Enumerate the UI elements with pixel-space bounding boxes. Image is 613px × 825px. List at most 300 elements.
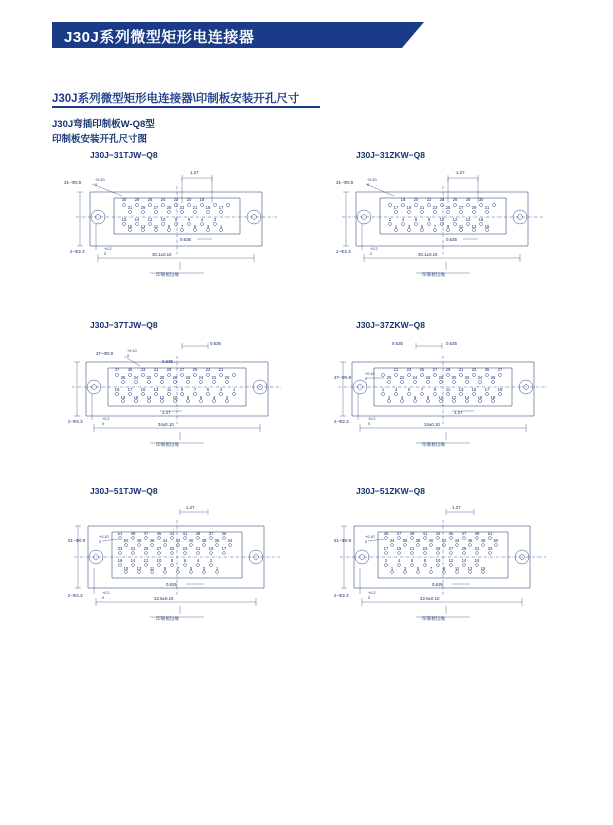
- svg-text:19: 19: [205, 205, 211, 210]
- svg-text:41: 41: [422, 531, 428, 536]
- svg-text:30: 30: [478, 197, 484, 202]
- svg-text:1: 1: [390, 566, 394, 571]
- svg-text:21: 21: [192, 205, 198, 210]
- svg-text:11: 11: [166, 387, 172, 392]
- svg-text:32.6±0.10: 32.6±0.10: [154, 596, 174, 601]
- svg-text:16: 16: [133, 395, 139, 400]
- figure-drawing: [62, 498, 324, 621]
- figure-label: J30J−37TJW−Q8: [90, 320, 158, 330]
- svg-text:14: 14: [134, 217, 140, 222]
- svg-text:11: 11: [445, 387, 451, 392]
- svg-text:8: 8: [186, 395, 190, 400]
- svg-text:33: 33: [140, 367, 146, 372]
- svg-text:11: 11: [149, 566, 155, 571]
- svg-text:49: 49: [130, 531, 136, 536]
- svg-text:18: 18: [400, 197, 406, 202]
- svg-text:0.635: 0.635: [432, 582, 443, 587]
- svg-text:1.27: 1.27: [190, 170, 199, 175]
- svg-text:9: 9: [433, 387, 437, 392]
- svg-text:4: 4: [400, 395, 404, 400]
- svg-text:27: 27: [153, 205, 159, 210]
- svg-text:18: 18: [120, 395, 126, 400]
- figure-label: J30J−31TJW−Q8: [90, 150, 158, 160]
- svg-text:0.635: 0.635: [392, 341, 403, 346]
- svg-text:6: 6: [183, 558, 187, 563]
- svg-text:印制板边缘: 印制板边缘: [156, 272, 179, 277]
- svg-text:51: 51: [487, 531, 493, 536]
- svg-text:32.6±0.10: 32.6±0.10: [420, 596, 440, 601]
- svg-text:32: 32: [464, 375, 470, 380]
- svg-text:10: 10: [439, 217, 445, 222]
- svg-text:47: 47: [461, 531, 467, 536]
- svg-text:0: 0: [127, 354, 130, 358]
- svg-text:1.27: 1.27: [454, 410, 463, 415]
- svg-text:10: 10: [160, 217, 166, 222]
- svg-text:13: 13: [140, 224, 146, 229]
- svg-text:+0.2: +0.2: [104, 247, 112, 251]
- svg-text:8: 8: [423, 558, 427, 563]
- svg-text:+0.2: +0.2: [368, 591, 376, 595]
- svg-text:33: 33: [471, 367, 477, 372]
- svg-text:+0.10: +0.10: [365, 372, 375, 376]
- svg-text:0: 0: [102, 422, 105, 426]
- svg-text:印制板边缘: 印制板边缘: [156, 616, 179, 621]
- svg-text:25: 25: [166, 205, 172, 210]
- svg-text:2−Φ2.3: 2−Φ2.3: [68, 419, 83, 424]
- svg-text:22: 22: [173, 197, 179, 202]
- svg-text:17: 17: [393, 205, 399, 210]
- svg-text:2: 2: [225, 395, 229, 400]
- svg-text:0: 0: [365, 540, 368, 544]
- svg-text:0: 0: [368, 596, 371, 600]
- svg-text:9: 9: [442, 566, 446, 571]
- figure-31tjw: [62, 150, 324, 280]
- figure-label: J30J−37ZKW−Q8: [356, 320, 425, 330]
- svg-text:25: 25: [192, 367, 198, 372]
- svg-text:43: 43: [169, 531, 175, 536]
- svg-text:2−Φ2.3: 2−Φ2.3: [68, 593, 83, 598]
- svg-text:0: 0: [368, 422, 371, 426]
- svg-text:15: 15: [471, 387, 477, 392]
- svg-text:21: 21: [419, 205, 425, 210]
- svg-text:15: 15: [123, 566, 129, 571]
- svg-text:42: 42: [175, 538, 181, 543]
- svg-text:24: 24: [198, 375, 204, 380]
- svg-text:23: 23: [182, 546, 188, 551]
- svg-text:46: 46: [149, 538, 155, 543]
- svg-text:35: 35: [383, 531, 389, 536]
- svg-text:27: 27: [432, 367, 438, 372]
- svg-text:+0.2: +0.2: [368, 417, 376, 421]
- svg-text:16: 16: [117, 558, 123, 563]
- svg-text:1.27: 1.27: [452, 505, 461, 510]
- svg-text:7: 7: [176, 566, 180, 571]
- figure-drawing: [328, 332, 590, 450]
- svg-text:0.635: 0.635: [446, 237, 457, 242]
- svg-text:51−Φ0.9: 51−Φ0.9: [68, 538, 86, 543]
- svg-text:18: 18: [490, 395, 496, 400]
- svg-text:1: 1: [232, 387, 236, 392]
- svg-text:3: 3: [202, 566, 206, 571]
- svg-text:12: 12: [452, 217, 458, 222]
- svg-text:4: 4: [196, 558, 200, 563]
- svg-text:13: 13: [153, 387, 159, 392]
- svg-text:36: 36: [402, 538, 408, 543]
- svg-text:1: 1: [215, 566, 219, 571]
- svg-text:9: 9: [180, 387, 184, 392]
- svg-text:22: 22: [399, 375, 405, 380]
- svg-text:31: 31: [474, 546, 480, 551]
- svg-text:17: 17: [127, 387, 133, 392]
- svg-text:23: 23: [422, 546, 428, 551]
- svg-text:21: 21: [195, 546, 201, 551]
- svg-text:22: 22: [211, 375, 217, 380]
- svg-text:37: 37: [114, 367, 120, 372]
- svg-text:20: 20: [186, 197, 192, 202]
- svg-text:4: 4: [212, 395, 216, 400]
- figure-51tjw: [62, 486, 324, 626]
- svg-text:43: 43: [435, 531, 441, 536]
- svg-text:+0.10: +0.10: [127, 349, 137, 353]
- svg-text:26: 26: [147, 197, 153, 202]
- svg-text:6: 6: [199, 395, 203, 400]
- svg-text:37−Φ0.9: 37−Φ0.9: [96, 351, 114, 356]
- svg-text:23: 23: [432, 205, 438, 210]
- svg-text:14: 14: [130, 558, 136, 563]
- svg-text:11: 11: [458, 224, 464, 229]
- svg-text:11: 11: [454, 566, 460, 571]
- svg-text:9: 9: [446, 224, 450, 229]
- svg-text:47: 47: [143, 531, 149, 536]
- svg-text:印制板边缘: 印制板边缘: [422, 272, 445, 277]
- svg-text:8: 8: [170, 558, 174, 563]
- svg-text:0.635: 0.635: [180, 237, 191, 242]
- svg-text:40: 40: [428, 538, 434, 543]
- svg-text:12: 12: [451, 395, 457, 400]
- svg-text:33: 33: [487, 546, 493, 551]
- svg-text:1.27: 1.27: [456, 170, 465, 175]
- figure-label: J30J−51ZKW−Q8: [356, 486, 425, 496]
- svg-text:6: 6: [413, 395, 417, 400]
- svg-text:40: 40: [188, 538, 194, 543]
- svg-text:1.27: 1.27: [162, 410, 171, 415]
- svg-text:+0.2: +0.2: [102, 417, 110, 421]
- svg-text:37: 37: [208, 531, 214, 536]
- svg-text:13: 13: [458, 387, 464, 392]
- svg-text:10: 10: [156, 558, 162, 563]
- svg-text:37: 37: [497, 367, 503, 372]
- svg-text:1: 1: [394, 224, 398, 229]
- svg-text:34: 34: [477, 375, 483, 380]
- svg-text:17: 17: [383, 546, 389, 551]
- svg-text:印制板边缘: 印制板边缘: [422, 442, 445, 447]
- svg-text:16: 16: [477, 395, 483, 400]
- svg-text:26: 26: [185, 375, 191, 380]
- banner-tail-arrow: [402, 22, 424, 48]
- svg-text:38: 38: [415, 538, 421, 543]
- svg-text:印制板边缘: 印制板边缘: [156, 442, 179, 447]
- svg-text:16: 16: [121, 217, 127, 222]
- svg-text:7: 7: [180, 224, 184, 229]
- svg-text:+0.10: +0.10: [95, 178, 105, 182]
- svg-text:3: 3: [403, 566, 407, 571]
- svg-text:25: 25: [435, 546, 441, 551]
- svg-text:+0.10: +0.10: [367, 178, 377, 182]
- svg-text:33: 33: [117, 546, 123, 551]
- svg-text:31: 31: [127, 205, 133, 210]
- svg-text:48: 48: [136, 538, 142, 543]
- figure-51zkw: [328, 486, 590, 626]
- svg-text:5: 5: [189, 566, 193, 571]
- svg-text:印制板边缘: 印制板边缘: [422, 616, 445, 621]
- svg-text:19: 19: [406, 205, 412, 210]
- svg-text:17: 17: [218, 205, 224, 210]
- svg-text:2: 2: [384, 558, 388, 563]
- svg-text:34: 34: [133, 375, 139, 380]
- figure-label: J30J−31ZKW−Q8: [356, 150, 425, 160]
- section-subtitle-1: J30J弯插印制板W-Q8型: [52, 119, 155, 130]
- svg-text:44: 44: [454, 538, 460, 543]
- svg-text:27: 27: [156, 546, 162, 551]
- svg-text:4: 4: [401, 217, 405, 222]
- svg-text:+0.2: +0.2: [102, 591, 110, 595]
- svg-text:25: 25: [169, 546, 175, 551]
- svg-text:12: 12: [159, 395, 165, 400]
- svg-text:12: 12: [147, 217, 153, 222]
- svg-text:30: 30: [121, 197, 127, 202]
- svg-text:9: 9: [167, 224, 171, 229]
- svg-text:0.635: 0.635: [166, 582, 177, 587]
- svg-text:44: 44: [162, 538, 168, 543]
- svg-text:34±0.10: 34±0.10: [424, 422, 440, 427]
- svg-text:0: 0: [104, 252, 107, 256]
- svg-text:34: 34: [227, 538, 233, 543]
- svg-text:3: 3: [407, 224, 411, 229]
- svg-text:2−Φ2.3: 2−Φ2.3: [334, 593, 349, 598]
- svg-text:2: 2: [387, 395, 391, 400]
- svg-text:36: 36: [120, 375, 126, 380]
- svg-text:15: 15: [127, 224, 133, 229]
- svg-text:29: 29: [461, 546, 467, 551]
- svg-text:7: 7: [433, 224, 437, 229]
- svg-text:39: 39: [195, 531, 201, 536]
- svg-text:2−Φ2.3: 2−Φ2.3: [334, 419, 349, 424]
- svg-text:5: 5: [193, 224, 197, 229]
- svg-text:0: 0: [99, 540, 102, 544]
- svg-text:24: 24: [412, 375, 418, 380]
- svg-text:24: 24: [439, 197, 445, 202]
- svg-text:35: 35: [127, 367, 133, 372]
- svg-text:28: 28: [134, 197, 140, 202]
- svg-text:2−Φ2.3: 2−Φ2.3: [336, 249, 351, 254]
- svg-text:4: 4: [200, 217, 204, 222]
- svg-text:34±0.10: 34±0.10: [158, 422, 174, 427]
- page-title: J30J系列微型矩形电连接器: [64, 29, 255, 46]
- svg-text:25: 25: [419, 367, 425, 372]
- svg-text:0: 0: [365, 377, 368, 381]
- svg-text:51: 51: [117, 531, 123, 536]
- svg-text:31−Φ0.9: 31−Φ0.9: [64, 180, 82, 185]
- svg-text:30: 30: [159, 375, 165, 380]
- svg-text:10: 10: [435, 558, 441, 563]
- svg-text:0: 0: [370, 252, 373, 256]
- svg-text:14: 14: [146, 395, 152, 400]
- svg-text:20: 20: [413, 197, 419, 202]
- figure-drawing: [62, 162, 324, 280]
- svg-text:+0.10: +0.10: [99, 535, 109, 539]
- svg-text:5: 5: [206, 387, 210, 392]
- svg-text:6: 6: [414, 217, 418, 222]
- svg-text:1: 1: [381, 387, 385, 392]
- svg-text:37: 37: [396, 531, 402, 536]
- svg-text:23: 23: [205, 367, 211, 372]
- svg-text:45: 45: [156, 531, 162, 536]
- figure-37tjw: [62, 320, 324, 450]
- svg-text:28: 28: [172, 375, 178, 380]
- svg-text:3: 3: [219, 387, 223, 392]
- svg-text:31: 31: [153, 367, 159, 372]
- svg-text:31: 31: [458, 367, 464, 372]
- svg-text:2−Φ2.3: 2−Φ2.3: [70, 249, 85, 254]
- svg-text:46: 46: [467, 538, 473, 543]
- svg-text:0.635: 0.635: [446, 341, 457, 346]
- svg-text:8: 8: [174, 217, 178, 222]
- svg-text:35: 35: [221, 531, 227, 536]
- svg-text:27: 27: [448, 546, 454, 551]
- svg-text:0.635: 0.635: [210, 341, 221, 346]
- svg-text:30.1±0.10: 30.1±0.10: [152, 252, 172, 257]
- svg-text:50: 50: [493, 538, 499, 543]
- svg-text:15: 15: [140, 387, 146, 392]
- section-subtitle-2: 印制板安装开孔尺寸图: [52, 134, 148, 145]
- header-banner: [52, 22, 472, 48]
- svg-text:31: 31: [130, 546, 136, 551]
- svg-text:13: 13: [467, 566, 473, 571]
- svg-text:50: 50: [123, 538, 129, 543]
- svg-text:51−Φ0.9: 51−Φ0.9: [334, 538, 352, 543]
- svg-text:37−Φ0.9: 37−Φ0.9: [334, 375, 352, 380]
- svg-text:16: 16: [478, 217, 484, 222]
- svg-text:13: 13: [136, 566, 142, 571]
- svg-text:19: 19: [396, 546, 402, 551]
- svg-text:21: 21: [393, 367, 399, 372]
- svg-text:17: 17: [484, 387, 490, 392]
- svg-text:29: 29: [471, 205, 477, 210]
- svg-text:15: 15: [484, 224, 490, 229]
- svg-text:36: 36: [490, 375, 496, 380]
- svg-text:30.1±0.10: 30.1±0.10: [418, 252, 438, 257]
- svg-text:+0.2: +0.2: [370, 247, 378, 251]
- svg-text:32: 32: [146, 375, 152, 380]
- svg-text:24: 24: [160, 197, 166, 202]
- figure-label: J30J−51TJW−Q8: [90, 486, 158, 496]
- svg-text:35: 35: [484, 367, 490, 372]
- svg-text:14: 14: [464, 395, 470, 400]
- svg-text:42: 42: [441, 538, 447, 543]
- svg-text:6: 6: [410, 558, 414, 563]
- svg-text:10: 10: [172, 395, 178, 400]
- svg-text:29: 29: [143, 546, 149, 551]
- svg-text:8: 8: [426, 395, 430, 400]
- figure-drawing: [62, 332, 324, 450]
- figure-drawing: [328, 498, 590, 621]
- svg-text:8: 8: [427, 217, 431, 222]
- svg-text:28: 28: [438, 375, 444, 380]
- svg-text:9: 9: [163, 566, 167, 571]
- svg-text:30: 30: [451, 375, 457, 380]
- section-title-underline: [52, 106, 320, 108]
- svg-text:18: 18: [199, 197, 205, 202]
- svg-text:19: 19: [497, 387, 503, 392]
- svg-text:11: 11: [153, 224, 159, 229]
- svg-text:3: 3: [394, 387, 398, 392]
- svg-text:12: 12: [448, 558, 454, 563]
- svg-text:17: 17: [221, 546, 227, 551]
- svg-text:14: 14: [461, 558, 467, 563]
- svg-text:21: 21: [409, 546, 415, 551]
- svg-text:34: 34: [389, 538, 395, 543]
- section-title: J30J系列微型矩形电连接器\印制板安装开孔尺寸: [52, 93, 300, 105]
- svg-text:29: 29: [445, 367, 451, 372]
- svg-text:31−Φ0.9: 31−Φ0.9: [336, 180, 354, 185]
- svg-text:20: 20: [224, 375, 230, 380]
- svg-text:0.635: 0.635: [162, 359, 173, 364]
- svg-text:15: 15: [480, 566, 486, 571]
- svg-text:5: 5: [416, 566, 420, 571]
- svg-text:29: 29: [140, 205, 146, 210]
- svg-text:22: 22: [426, 197, 432, 202]
- svg-text:41: 41: [182, 531, 188, 536]
- svg-text:7: 7: [193, 387, 197, 392]
- svg-text:28: 28: [465, 197, 471, 202]
- svg-text:0: 0: [95, 183, 98, 187]
- svg-text:1: 1: [219, 224, 223, 229]
- svg-text:5: 5: [420, 224, 424, 229]
- svg-text:6: 6: [187, 217, 191, 222]
- figure-37zkw: [328, 320, 590, 450]
- svg-text:0: 0: [367, 183, 370, 187]
- svg-text:2: 2: [209, 558, 213, 563]
- svg-text:49: 49: [474, 531, 480, 536]
- svg-text:0: 0: [102, 596, 105, 600]
- svg-text:29: 29: [166, 367, 172, 372]
- svg-text:48: 48: [480, 538, 486, 543]
- svg-text:38: 38: [201, 538, 207, 543]
- figure-31zkw: [328, 150, 590, 280]
- svg-text:27: 27: [458, 205, 464, 210]
- svg-text:20: 20: [386, 375, 392, 380]
- svg-text:25: 25: [445, 205, 451, 210]
- svg-text:23: 23: [406, 367, 412, 372]
- svg-text:+0.10: +0.10: [365, 535, 375, 539]
- svg-text:5: 5: [407, 387, 411, 392]
- svg-text:19: 19: [208, 546, 214, 551]
- figure-drawing: [328, 162, 590, 280]
- svg-text:14: 14: [465, 217, 471, 222]
- svg-text:7: 7: [429, 566, 433, 571]
- svg-text:26: 26: [452, 197, 458, 202]
- svg-text:4: 4: [397, 558, 401, 563]
- svg-text:3: 3: [206, 224, 210, 229]
- svg-text:36: 36: [214, 538, 220, 543]
- svg-text:21: 21: [218, 367, 224, 372]
- svg-text:7: 7: [420, 387, 424, 392]
- svg-text:16: 16: [474, 558, 480, 563]
- svg-text:26: 26: [425, 375, 431, 380]
- svg-text:2: 2: [388, 217, 392, 222]
- svg-text:1.27: 1.27: [186, 505, 195, 510]
- svg-text:45: 45: [448, 531, 454, 536]
